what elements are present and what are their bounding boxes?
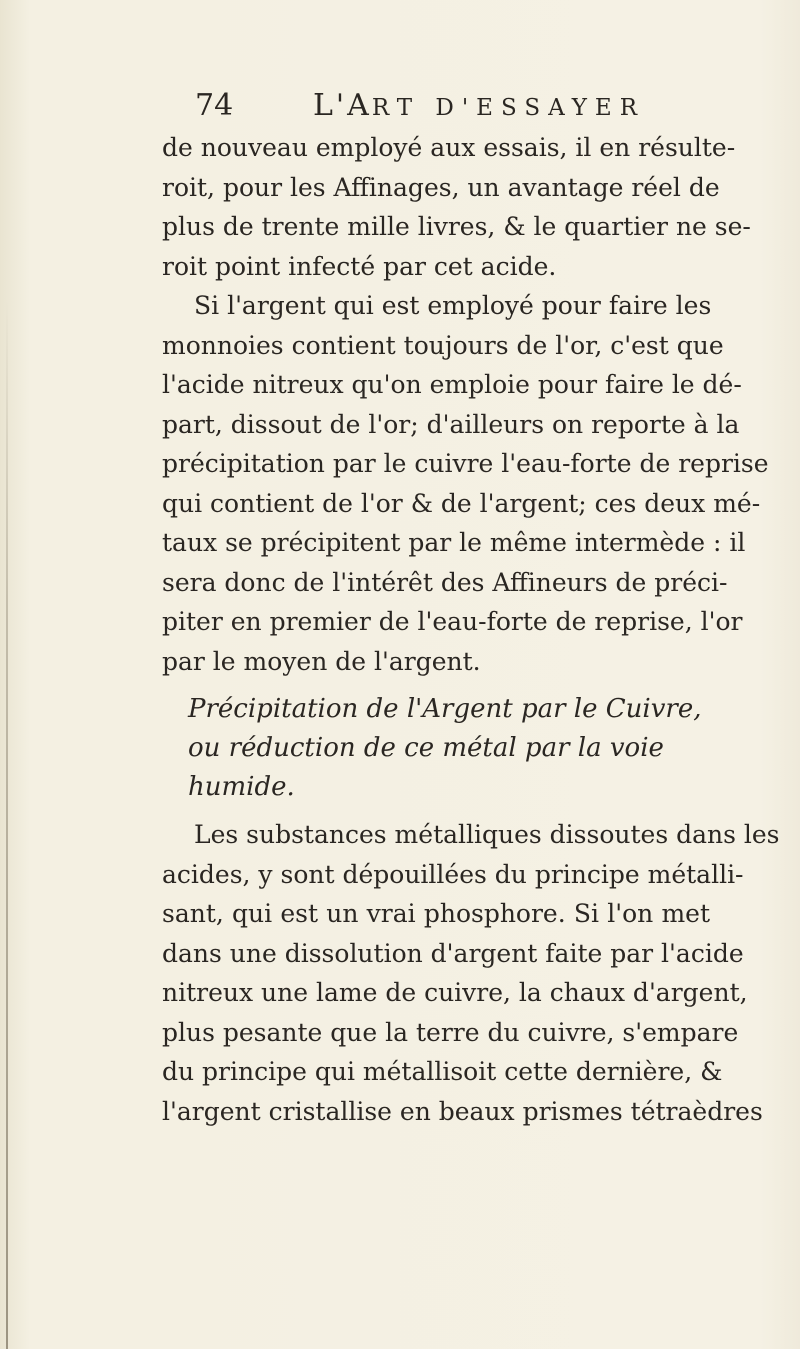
paragraph-continuation (162, 128, 751, 286)
text-line: précipitation par le cuivre l'eau-forte de reprise (162, 449, 769, 478)
text-line: par le moyen de l'argent. (162, 646, 481, 676)
text-line: taux se précipitent par le même intermède : il (162, 528, 746, 557)
text-line: Si l'argent qui est employé pour faire les (194, 291, 712, 320)
text-line: piter en premier de l'eau-forte de reprise, l'or (162, 607, 743, 636)
heading-line: humide. (188, 772, 295, 802)
page-header (195, 88, 715, 128)
text-line: acides, y sont dépouillées du principe métalli- (162, 859, 744, 889)
page-number: 74 (195, 88, 234, 123)
text-line: part, dissout de l'or; d'ailleurs on reporte à la (162, 409, 740, 439)
text-line: l'argent cristallise en beaux prismes tétraèdres (162, 1096, 763, 1126)
text-line: nitreux une lame de cuivre, la chaux d'argent, (162, 978, 748, 1007)
text-line: sant, qui est un vrai phosphore. Si l'on met (162, 899, 710, 928)
text-line: roit point infecté par cet acide. (162, 251, 557, 281)
paragraph-argent-monnoies (162, 286, 769, 681)
heading-line: Précipitation de l'Argent par le Cuivre, (188, 694, 702, 724)
text-line: de nouveau employé aux essais, il en résulte- (162, 133, 736, 162)
binding-shadow (6, 300, 8, 1349)
text-line: l'acide nitreux qu'on emploie pour faire le dé- (162, 370, 742, 399)
text-line: dans une dissolution d'argent faite par l'acide (162, 938, 744, 968)
text-line: sera donc de l'intérêt des Affineurs de préci- (162, 567, 728, 597)
text-line: plus de trente mille livres, & le quartier ne se- (162, 212, 751, 241)
text-line: monnoies contient toujours de l'or, c'est que (162, 330, 724, 360)
running-title (313, 88, 645, 123)
running-title-initial: L'A (313, 88, 372, 123)
text-line: plus pesante que la terre du cuivre, s'empare (162, 1017, 739, 1047)
paragraph-substances-metalliques (162, 815, 780, 1131)
heading-line: ou réduction de ce métal par la voie (188, 733, 664, 763)
text-line: qui contient de l'or & de l'argent; ces deux mé- (162, 488, 761, 518)
text-line: Les substances métalliques dissoutes dans les (194, 820, 780, 849)
running-title-rest: RT D'ESSAYER (371, 95, 646, 121)
text-line: roit, pour les Affinages, un avantage réel de (162, 172, 720, 202)
section-heading (188, 690, 708, 807)
text-line: du principe qui métallisoit cette dernière, & (162, 1057, 723, 1086)
